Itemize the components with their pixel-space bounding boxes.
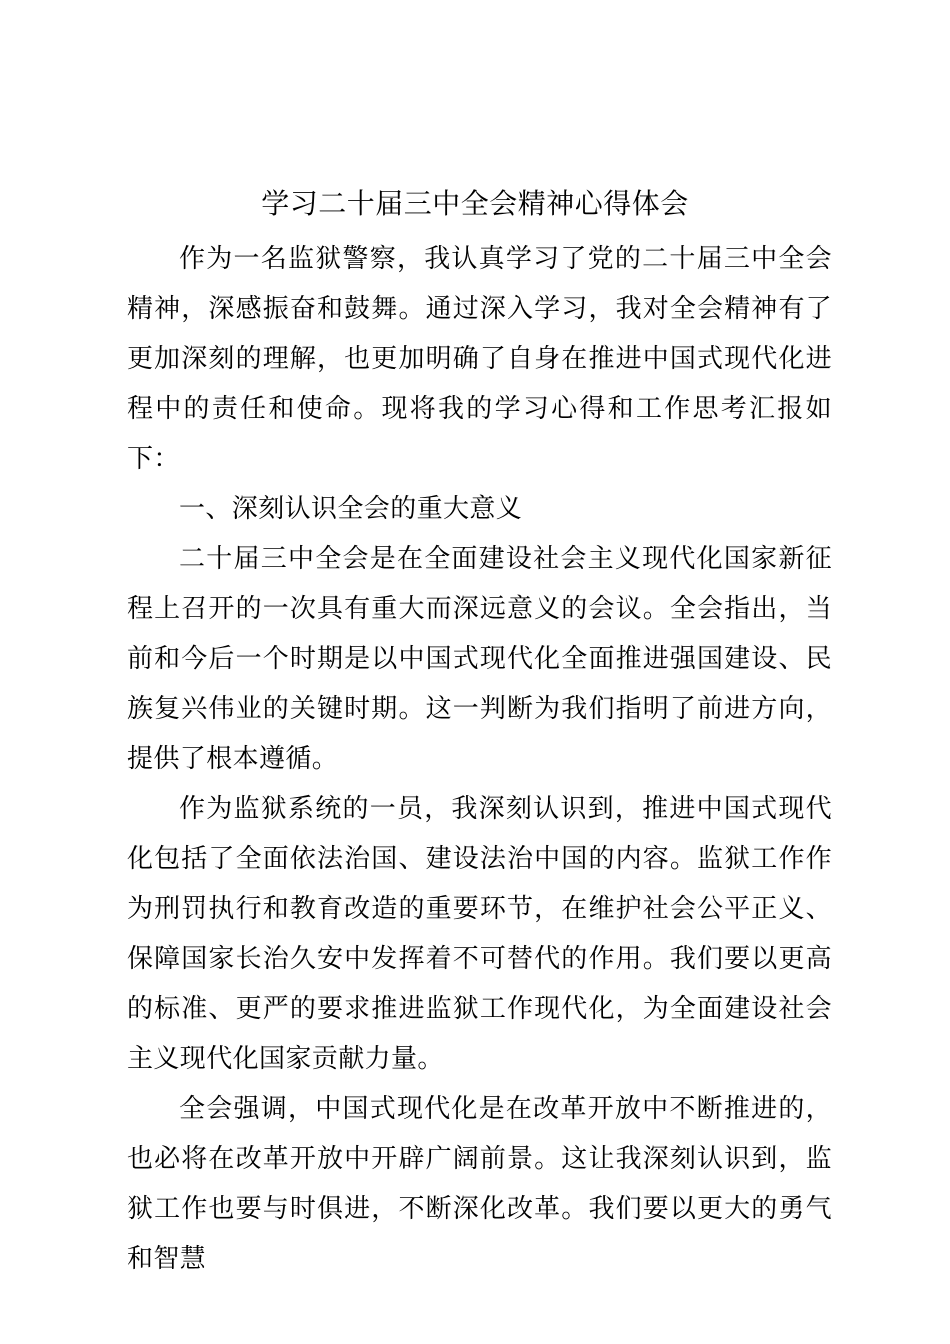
section-heading-1: 一、深刻认识全会的重大意义 bbox=[179, 494, 523, 524]
paragraph-intro: 作为一名监狱警察，我认真学习了党的二十届三中全会精神，深感振奋和鼓舞。通过深入学习，我对全会精神有了更加深刻的理解，也更加明确了自身在推进中国式现代化进程中的责任和使命。现将我的学习心得和工作思考汇报如下： bbox=[127, 244, 832, 474]
paragraph-prison-role: 作为监狱系统的一员，我深刻认识到，推进中国式现代化包括了全面依法治国、建设法治中国的内容。监狱工作作为刑罚执行和教育改造的重要环节，在维护社会公平正义、保障国家长治久安中发挥着不可替代的作用。我们要以更高的标准、更严的要求推进监狱工作现代化，为全面建设社会主义现代化国家贡献力量。 bbox=[127, 794, 832, 1074]
paragraph-plenum-significance: 二十届三中全会是在全面建设社会主义现代化国家新征程上召开的一次具有重大而深远意义的会议。全会指出，当前和今后一个时期是以中国式现代化全面推进强国建设、民族复兴伟业的关键时期。这一判断为我们指明了前进方向，提供了根本遵循。 bbox=[127, 544, 832, 774]
document-title: 学习二十届三中全会精神心得体会 bbox=[261, 187, 689, 220]
paragraph-reform: 全会强调，中国式现代化是在改革开放中不断推进的，也必将在改革开放中开辟广阔前景。这让我深刻认识到，监狱工作也要与时俱进，不断深化改革。我们要以更大的勇气和智慧 bbox=[127, 1094, 832, 1274]
document-body bbox=[127, 234, 832, 1284]
